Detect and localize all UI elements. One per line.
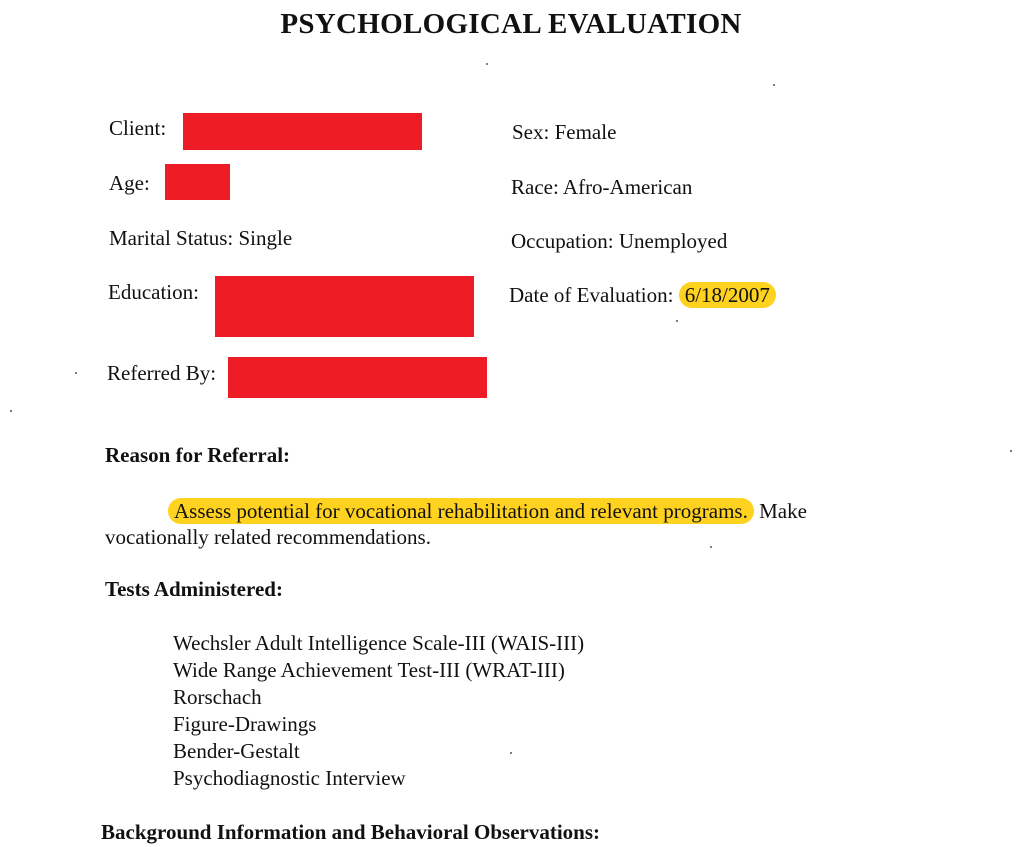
test-item: Wechsler Adult Intelligence Scale-III (WAIS-III) (173, 631, 585, 655)
reason-line-1 (168, 498, 807, 524)
age-label: Age: (109, 171, 150, 195)
reason-line-2: vocationally related recommendations. (105, 525, 431, 549)
reason-text-after-highlight: Make (759, 499, 807, 523)
background-heading: Background Information and Behavioral Observations: (101, 820, 601, 844)
sex-field (512, 120, 616, 145)
tests-list (173, 630, 584, 792)
marital-status-value: Single (238, 226, 293, 250)
test-item: Bender-Gestalt (173, 739, 300, 763)
occupation-label: Occupation: (511, 229, 614, 253)
sex-label: Sex: (512, 120, 550, 144)
scan-speck (676, 320, 678, 322)
tests-administered-heading: Tests Administered: (105, 577, 283, 601)
test-item: Figure-Drawings (173, 712, 317, 736)
client-label: Client: (109, 116, 167, 140)
scan-speck (773, 84, 775, 86)
test-item: Psychodiagnostic Interview (173, 766, 406, 790)
marital-status-label: Marital Status: (109, 226, 234, 250)
test-item: Wide Range Achievement Test-III (WRAT-III) (173, 658, 565, 682)
education-redaction (215, 276, 474, 337)
scan-speck (486, 63, 488, 65)
scan-speck (710, 546, 712, 548)
scan-speck (1010, 450, 1012, 452)
document-title: PSYCHOLOGICAL EVALUATION (280, 8, 742, 40)
race-label: Race: (511, 175, 559, 199)
occupation-value: Unemployed (618, 229, 728, 253)
date-of-evaluation-value: 6/18/2007 (679, 282, 776, 308)
date-of-evaluation-label: Date of Evaluation: (509, 283, 674, 307)
race-field (511, 175, 692, 200)
scan-speck (510, 752, 512, 754)
test-item: Rorschach (173, 685, 262, 709)
reason-highlighted-text: Assess potential for vocational rehabilitation and relevant programs. (168, 498, 754, 524)
date-of-evaluation-field (509, 283, 776, 308)
scan-speck (75, 372, 77, 374)
reason-for-referral-heading: Reason for Referral: (105, 443, 291, 467)
referred-by-label: Referred By: (107, 361, 217, 385)
education-label: Education: (108, 280, 199, 304)
race-value: Afro-American (562, 175, 693, 199)
sex-value: Female (554, 120, 617, 144)
age-redaction (165, 164, 230, 200)
scan-speck (10, 410, 12, 412)
marital-status-field (109, 226, 292, 251)
occupation-field (511, 229, 727, 254)
referred-by-redaction (228, 357, 487, 398)
client-redaction (183, 113, 422, 150)
